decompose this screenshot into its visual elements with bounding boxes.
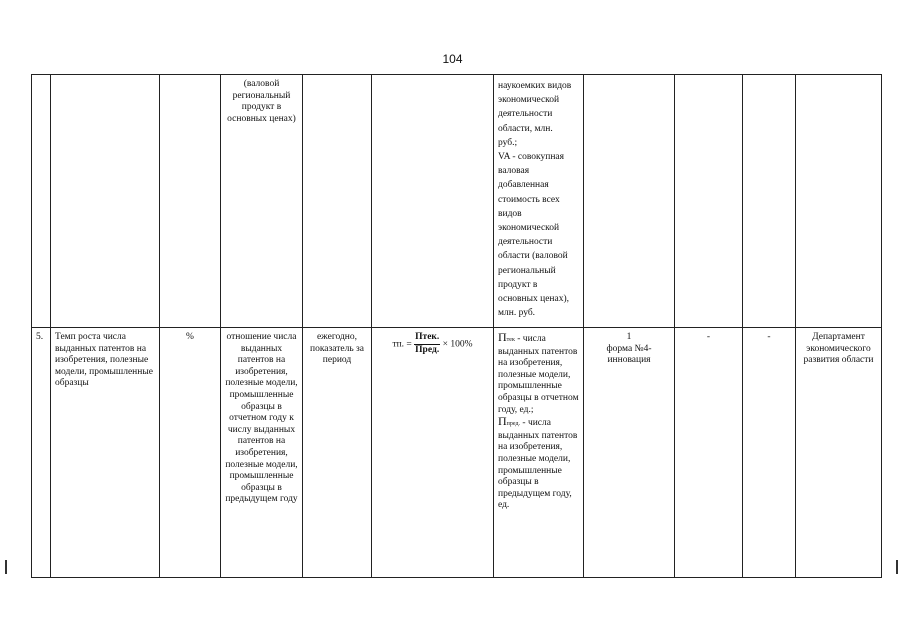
indicators-table [31,74,882,578]
desc-line: основных ценах), [498,294,570,305]
formula-fraction [414,332,440,356]
cell-unit: % [160,328,221,578]
table-row-5 [32,328,882,578]
pi-symbol: П [498,330,507,344]
cell-definition: отношение числа выданных патентов на изобретения, полезные модели, промышленные образцы в отчетном году к числу выданных патентов на изобретения, полезные модели, промышленные образцы в предыдущем году [221,328,303,578]
cell-row-number: 5. [32,328,51,578]
desc-line: добавленная [498,180,549,191]
variable-2 [498,416,579,512]
cell-formula [372,328,494,578]
cell-empty [584,75,675,328]
formula-rhs: × 100% [442,339,473,350]
cell-variable-description [494,75,584,328]
desc-line: области, млн. [498,123,553,134]
desc-line: наукоемких видов [498,81,572,91]
cell-empty [160,75,221,328]
desc-line: валовая [498,166,530,177]
variable-1-description: - числа выданных патентов на изобретения, полезные модели, промышленные образцы в отчетном году, ед.; [498,334,579,415]
scan-edge-mark-left [5,560,7,574]
cell-empty [372,75,494,328]
desc-line: видов [498,208,522,219]
cell-empty [51,75,160,328]
cell-variables [494,328,584,578]
variable-1 [498,332,579,416]
cell-responsible: Департамент экономического развития области [796,328,882,578]
cell-empty [796,75,882,328]
cell-empty [743,75,796,328]
pi-symbol: П [498,414,507,429]
source-number: 1 [626,332,632,342]
variable-1-subscript: тек [506,337,515,343]
cell-col10: - [675,328,743,578]
variable-2-description: - числа выданных патентов на изобретения, полезные модели, промышленные образцы в предыдущем году, ед. [498,418,578,511]
cell-source [584,328,675,578]
cell-basis: (валовой региональный продукт в основных ценах) [221,75,303,328]
desc-line: деятельности [498,109,553,120]
desc-line: руб.; [498,137,518,148]
cell-empty [675,75,743,328]
scan-edge-mark-right [896,560,898,574]
desc-line: стоимость всех [498,194,560,205]
desc-line: области (валовой [498,251,568,262]
cell-periodicity: ежегодно, показатель за период [303,328,372,578]
desc-line: продукт в [498,279,538,290]
cell-col11: - [743,328,796,578]
variable-2-subscript: пред. [506,421,521,428]
cell-empty [303,75,372,328]
desc-line: региональный [498,265,556,276]
desc-line: экономической [498,223,560,234]
formula-numerator: Птек. [414,332,440,345]
desc-line: экономической [498,95,560,106]
desc-line: деятельности [498,237,553,248]
formula-lhs: тп. = [392,339,412,350]
table-row-continued [32,75,882,328]
cell-indicator-name: Темп роста числа выданных патентов на изобретения, полезные модели, промышленные образцы [51,328,160,578]
formula-denominator: Пpeд. [415,344,440,355]
cell-empty [32,75,51,328]
desc-line: VA - совокупная [498,152,565,163]
source-form: форма №4-инновация [606,343,652,366]
desc-line: млн. руб. [498,308,536,319]
page-number: 104 [442,52,463,66]
